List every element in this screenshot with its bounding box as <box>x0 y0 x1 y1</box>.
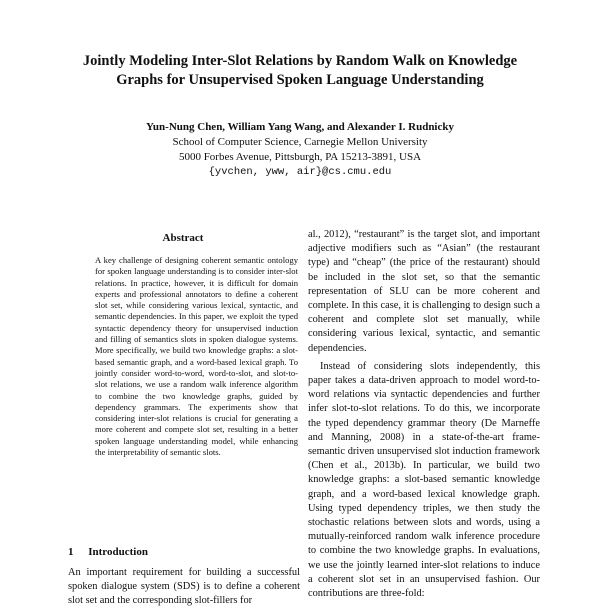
right-paragraph-1: al., 2012), “restaurant” is the target slot, and important adjective modifiers such as “Asian” (the restaurant type) and “cheap” (the price of the restaurant) should be included in the slot set, so that the semantic representation of SLU can be more coherent and complete. In this case, it is challenging to design such a coherent and complete slot set manually, while considering various lexical, syntactic, and semantic dependencies. <box>308 229 540 354</box>
author-names: Yun-Nung Chen, William Yang Wang, and Alexander I. Rudnicky <box>145 121 454 133</box>
address: 5000 Forbes Avenue, Pittsburgh, PA 15213-3891, USA <box>178 151 422 163</box>
paper-title <box>60 52 540 90</box>
section-heading-introduction <box>68 546 148 558</box>
section-title: Introduction <box>88 546 148 558</box>
right-paragraph-2: Instead of considering slots independently, this paper takes a data-driven approach to model word-to-word relations via syntactic dependencies and further infer slot-to-slot relations. To do this, we incorporate the typed dependency grammar theory (De Marneffe and Manning, 2008) in a state-of-the-art frame-semantic driven unsupervised slot induction framework (Chen et al., 2013b). In particular, we build two knowledge graphs: a slot-based semantic knowledge graph, and a word-based lexical knowledge graph. Using typed dependency triples, we then study the stochastic relations between slots and words, using a mutually-reinforced random walk inference procedure to combine the two knowledge graphs. In evaluations, we use the jointly learned inter-slot relations to induce a coherent slot set in an unsupervised fashion. Our contributions are three-fold: <box>308 360 540 600</box>
abstract-heading: Abstract <box>162 232 204 244</box>
email: {yvchen, yww, air}@cs.cmu.edu <box>208 166 392 178</box>
affiliation: School of Computer Science, Carnegie Mellon University <box>172 136 428 148</box>
abstract-text: A key challenge of designing coherent semantic ontology for spoken language understanding is to consider inter-slot relations. In practice, however, it is difficult for domain experts and professional annotators to define a coherent slot set, while considering various lexical, syntactic, and semantic dependencies. In this paper, we exploit the typed syntactic dependency theory for unsupervised induction and filling of semantics slots in spoken dialogue systems. More specifically, we build two knowledge graphs: a slot-based semantic graph, and a word-based lexical graph. To jointly consider word-to-word, word-to-slot, and slot-to-slot relations, we use a random walk inference algorithm to combine the two knowledge graphs, guided by dependency grammars. The experiments show that considering inter-slot relations is crucial for generating a more coherent and compete slot set, resulting in a better spoken language understanding model, while enhancing the interpretability of semantic slots. <box>95 255 298 458</box>
introduction-text <box>68 566 300 607</box>
introduction-paragraph: An important requirement for building a successful spoken dialogue system (SDS) is to define a coherent slot set and the corresponding slot-fillers for <box>68 567 300 607</box>
author-block <box>60 120 540 180</box>
right-column <box>308 228 540 600</box>
section-number: 1 <box>68 546 74 558</box>
title-line-1: Jointly Modeling Inter-Slot Relations by Random Walk on Knowledge <box>82 53 518 69</box>
title-line-2: Graphs for Unsupervised Spoken Language Understanding <box>116 72 484 88</box>
